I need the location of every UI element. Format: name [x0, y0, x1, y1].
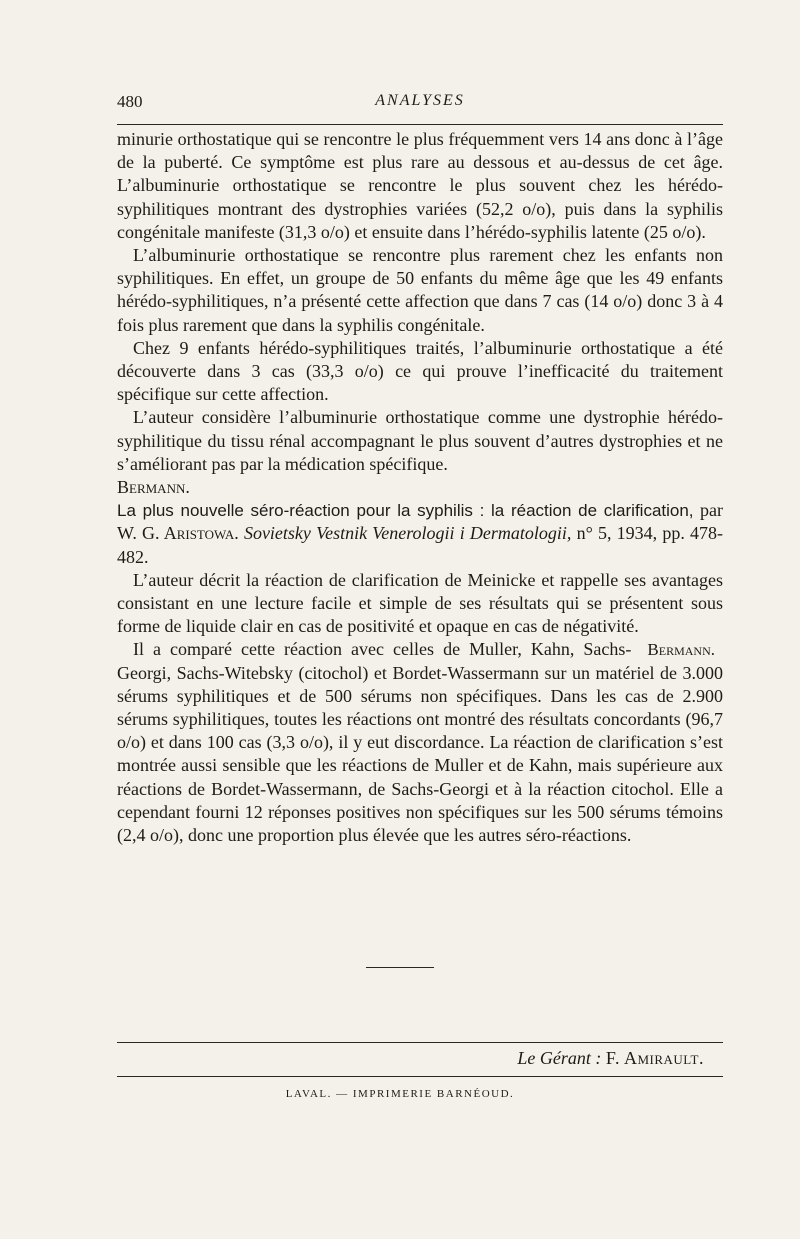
article-author: W. G. Aristowa. — [117, 523, 239, 544]
review1-paragraph-2: L’albuminurie orthostatique se rencontre plus rarement chez les enfants non syphilitiques. En effet, un groupe de 50 enfants du même âge que les 49 enfants hérédo-syphilitiques, n’a présenté cette affection que dans 7 cas (14 o/o) donc 3 à 4 fois plus rarement que dans la syphilis congénitale. — [117, 245, 723, 335]
article-by: par — [700, 500, 724, 521]
page-number: 480 — [117, 92, 143, 111]
printer-imprint: LAVAL. — IMPRIMERIE BARNÉOUD. — [285, 1088, 515, 1100]
article-title: La plus nouvelle séro-réaction pour la syphilis : la réaction de clarification, — [117, 501, 694, 521]
review2-paragraph-2-wrapper — [117, 638, 723, 847]
review2-signature: Bermann. — [647, 640, 715, 660]
review1-paragraph-3: Chez 9 enfants hérédo-syphilitiques traités, l’albuminurie orthostatique a été découverte dans 3 cas (33,3 o/o) ce qui prouve l’inefficacité du traitement spécifique sur cette affection. — [117, 337, 723, 405]
running-head — [117, 92, 723, 116]
gerant-line — [517, 1048, 704, 1069]
review1-paragraph-4: L’auteur considère l’albuminurie orthostatique comme une dystrophie hérédo-syphilitique du tissu rénal accompagnant le plus souvent d’autres dystrophies et ne s’améliorant pas par la médication spécifique. — [117, 407, 723, 474]
footer-rule-bottom — [117, 1076, 723, 1077]
gerant-name: F. Amirault. — [605, 1048, 704, 1068]
body-text — [117, 128, 723, 847]
review1-signature: Bermann. — [117, 477, 190, 498]
header-rule — [117, 124, 723, 125]
review2-heading — [117, 499, 723, 569]
article-citation: n° 5, 1934, pp. 478-482. — [117, 523, 724, 567]
article-journal: Sovietsky Vestnik Venerologii i Dermatologii, — [243, 523, 572, 544]
review2-paragraph-2: Il a comparé cette réaction avec celles de Muller, Kahn, Sachs-Georgi, Sachs-Witebsky (citochol) et Bordet-Wassermann sur un matériel de 3.000 sérums syphilitiques et de 500 sérums non spécifiques. Dans les cas de 2.900 sérums syphilitiques, toutes les réactions ont montré des résultats concordants (96,7 o/o) et dans 100 cas (3,3 o/o), il y eut discordance. La réaction de clarification s’est montrée aussi sensible que les réactions de Muller et de Kahn, mais supérieure aux réactions de Bordet-Wassermann, de Sachs-Georgi et à la réaction citochol. Elle a cependant fourni 12 réponses positives non spécifiques sur les 500 sérums témoins (2,4 o/o), donc une proportion plus élevée que les autres séro-réactions. — [117, 639, 723, 846]
review1-paragraph-1: minurie orthostatique qui se rencontre le plus fréquemment vers 14 ans donc à l’âge de la puberté. Ce symptôme est plus rare au dessous et au-dessus de cet âge. L’albuminurie orthostatique se rencontre le plus souvent chez les hérédo-syphilitiques montrant des dystrophies variées (52,2 o/o), puis dans la syphilis congénitale manifeste (31,3 o/o) et ensuite dans l’hérédo-syphilis latente (25 o/o). — [117, 129, 723, 242]
review2-paragraph-1: L’auteur décrit la réaction de clarification de Meinicke et rappelle ses avantages consistant en une lecture facile et simple de ses résultats qui se présentent sous forme de liquide clair en cas de positivité et opaque en cas de négativité. — [117, 569, 723, 637]
running-title: ANALYSES — [375, 92, 465, 109]
section-divider — [366, 967, 434, 968]
gerant-label: Le Gérant : — [517, 1048, 602, 1068]
footer-rule-top — [117, 1042, 723, 1043]
